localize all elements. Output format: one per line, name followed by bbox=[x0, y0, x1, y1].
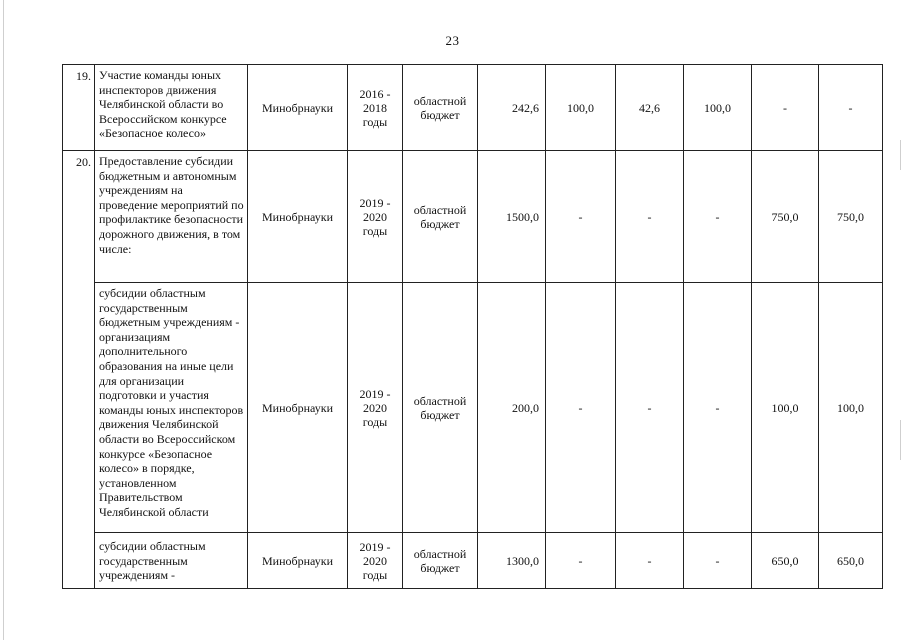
row-number bbox=[63, 533, 95, 589]
table-row bbox=[63, 151, 883, 283]
amount-year-3: - bbox=[684, 533, 752, 589]
amount-total: 1500,0 bbox=[478, 151, 546, 283]
event-name: Участие команды юных инспекторов движения Челябинской области во Всероссийском конкурсе «Безопасное колесо» bbox=[95, 65, 248, 151]
row-number: 20. bbox=[63, 151, 95, 283]
amount-year-5: 100,0 bbox=[819, 283, 883, 533]
amount-year-4: 650,0 bbox=[752, 533, 819, 589]
row-number bbox=[63, 283, 95, 533]
scan-edge-mark bbox=[3, 0, 4, 640]
budget-table bbox=[62, 64, 883, 589]
funding-source: областной бюджет bbox=[403, 151, 478, 283]
amount-year-5: 750,0 bbox=[819, 151, 883, 283]
table-row bbox=[63, 533, 883, 589]
amount-year-2: - bbox=[616, 283, 684, 533]
period: 2016 - 2018 годы bbox=[348, 65, 403, 151]
funding-source: областной бюджет bbox=[403, 65, 478, 151]
event-name: субсидии областным государственным бюджетным учреждениям - организациям дополнительного образования на иные цели для организации подготовки и участия команды юных инспекторов движения Челябинской области во Всероссийском конкурсе «Безопасное колесо» в порядке, установленном Правительством Челябинской области bbox=[95, 283, 248, 533]
event-name: Предоставление субсидии бюджетным и автономным учреждениям на проведение мероприятий по профилактике безопасности дорожного движения, в том числе: bbox=[95, 151, 248, 283]
amount-year-2: - bbox=[616, 533, 684, 589]
amount-year-1: 100,0 bbox=[546, 65, 616, 151]
executor: Минобрнауки bbox=[248, 533, 348, 589]
page-number: 23 bbox=[445, 33, 460, 48]
amount-year-2: - bbox=[616, 151, 684, 283]
amount-total: 1300,0 bbox=[478, 533, 546, 589]
funding-source: областной бюджет bbox=[403, 533, 478, 589]
amount-total: 242,6 bbox=[478, 65, 546, 151]
executor: Минобрнауки bbox=[248, 65, 348, 151]
amount-year-5: - bbox=[819, 65, 883, 151]
table-row bbox=[63, 283, 883, 533]
amount-year-1: - bbox=[546, 283, 616, 533]
amount-year-3: - bbox=[684, 283, 752, 533]
period: 2019 - 2020 годы bbox=[348, 151, 403, 283]
event-name: субсидии областным государственным учреждениям - bbox=[95, 533, 248, 589]
scan-edge-mark bbox=[900, 140, 901, 170]
funding-source: областной бюджет bbox=[403, 283, 478, 533]
table-row bbox=[63, 65, 883, 151]
executor: Минобрнауки bbox=[248, 151, 348, 283]
amount-year-1: - bbox=[546, 533, 616, 589]
amount-year-5: 650,0 bbox=[819, 533, 883, 589]
scan-edge-mark bbox=[900, 420, 901, 460]
amount-total: 200,0 bbox=[478, 283, 546, 533]
amount-year-4: 750,0 bbox=[752, 151, 819, 283]
executor: Минобрнауки bbox=[248, 283, 348, 533]
period: 2019 - 2020 годы bbox=[348, 533, 403, 589]
amount-year-3: - bbox=[684, 151, 752, 283]
amount-year-2: 42,6 bbox=[616, 65, 684, 151]
amount-year-1: - bbox=[546, 151, 616, 283]
amount-year-3: 100,0 bbox=[684, 65, 752, 151]
amount-year-4: - bbox=[752, 65, 819, 151]
period: 2019 - 2020 годы bbox=[348, 283, 403, 533]
row-number: 19. bbox=[63, 65, 95, 151]
amount-year-4: 100,0 bbox=[752, 283, 819, 533]
